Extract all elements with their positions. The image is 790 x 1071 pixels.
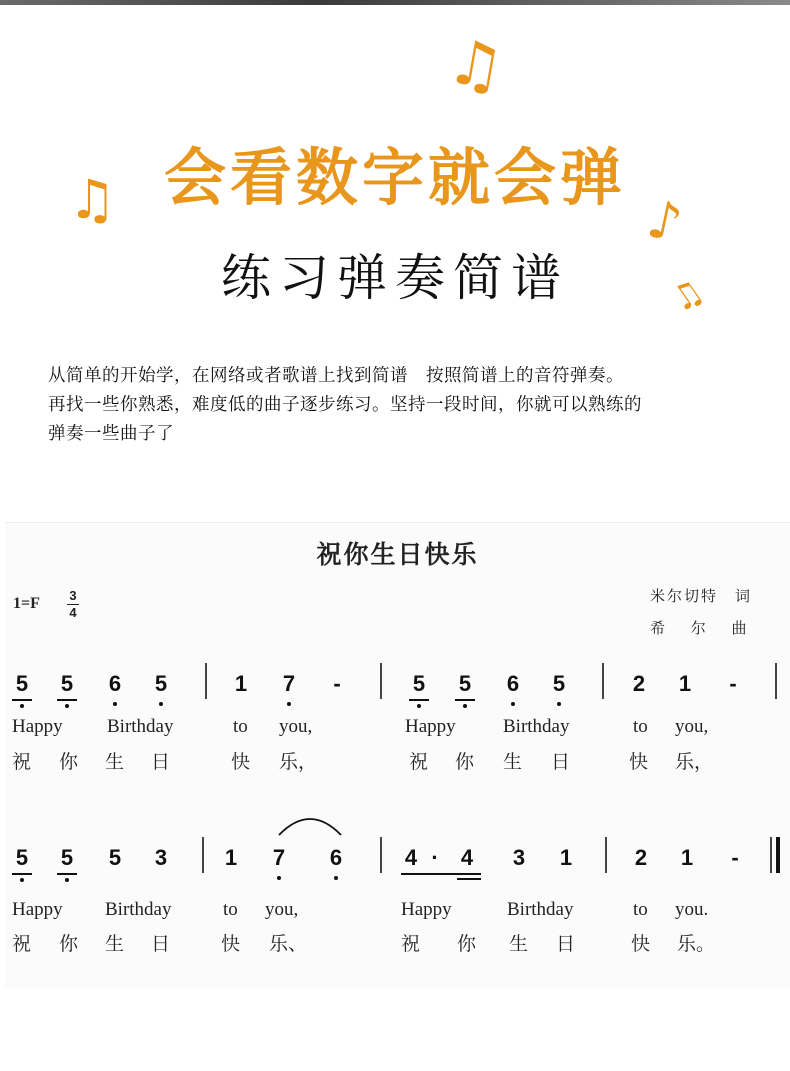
lyric-cn: 快 <box>631 933 651 955</box>
lyric-en: Happy <box>12 899 63 920</box>
lyric-en: Happy <box>405 716 456 737</box>
lyric-cn: 日 <box>551 751 571 773</box>
note: 4 <box>460 845 474 870</box>
lyric-cn: 日 <box>556 933 576 955</box>
lyric-cn: 你 <box>455 751 475 773</box>
slur-mark <box>277 809 343 839</box>
lyric-en: to <box>223 899 238 920</box>
lyric-cn: 日 <box>151 933 171 955</box>
note: 6 <box>506 671 520 696</box>
note: - <box>731 845 739 870</box>
time-top: 3 <box>69 588 77 603</box>
intro-line: 再找一些你熟悉，难度低的曲子逐步练习。坚持一段时间，你就可以熟练的 <box>48 395 642 415</box>
note: 5 <box>412 671 426 696</box>
barline <box>605 837 607 873</box>
lyric-en: to <box>633 716 648 737</box>
note: 7 <box>282 671 296 696</box>
barline <box>770 837 772 873</box>
lyric-cn: 快 <box>629 751 649 773</box>
lyric-en: Birthday <box>507 899 574 920</box>
barline <box>380 837 382 873</box>
note: - <box>333 671 341 696</box>
note: 1 <box>224 845 238 870</box>
lyric-cn: 祝 <box>401 933 421 955</box>
lyric-en: to <box>633 899 648 920</box>
beamed-notes-icon: ♫ <box>68 168 117 231</box>
time-signature <box>67 589 79 620</box>
lyric-cn: 快 <box>221 933 241 955</box>
lyric-en: you, <box>279 716 313 737</box>
note: 2 <box>634 845 648 870</box>
lyric-en: Birthday <box>105 899 172 920</box>
lyric-cn: 祝 <box>409 751 429 773</box>
lyric-en: Birthday <box>107 716 174 737</box>
lyric-cn: 你 <box>59 933 79 955</box>
note: 7 <box>272 845 286 870</box>
key-signature: 1=F <box>13 595 40 612</box>
lyric-cn: 乐， <box>675 751 714 773</box>
barline <box>202 837 204 873</box>
lyric-en: Happy <box>12 716 63 737</box>
note: 1 <box>234 671 248 696</box>
barline <box>602 663 604 699</box>
final-barline <box>776 837 780 873</box>
note: 6 <box>108 671 122 696</box>
note: 5 <box>15 671 29 696</box>
lyric-en: Birthday <box>503 716 570 737</box>
note: - <box>729 671 737 696</box>
note: 5 <box>60 671 74 696</box>
intro-line: 弹奏一些曲子了 <box>48 424 174 444</box>
barline <box>775 663 777 699</box>
sheet-music <box>5 522 790 988</box>
note: 5 <box>108 845 122 870</box>
eighth-note-icon: ♪ <box>642 189 688 255</box>
note: 5 <box>458 671 472 696</box>
note: 1 <box>559 845 573 870</box>
lyricist-credit: 米尔切特 词 <box>650 587 753 605</box>
subheadline: 练习弹奏简谱 <box>221 249 569 307</box>
note: 6 <box>329 845 343 870</box>
lyric-cn: 你 <box>59 751 79 773</box>
beamed-notes-icon: ♫ <box>663 270 712 322</box>
intro-line: 从简单的开始学，在网络或者歌谱上找到简谱 按照简谱上的音符弹奏。 <box>48 366 624 386</box>
lyric-en: you, <box>265 899 299 920</box>
note: 2 <box>632 671 646 696</box>
beamed-notes-icon: ♫ <box>442 23 510 106</box>
lyric-cn: 快 <box>231 751 251 773</box>
lyric-en: Happy <box>401 899 452 920</box>
barline <box>205 663 207 699</box>
lyric-cn: 乐， <box>279 751 318 773</box>
note: 4 <box>404 845 418 870</box>
note: 5 <box>15 845 29 870</box>
intro-paragraph <box>48 362 768 449</box>
time-bottom: 4 <box>69 605 77 620</box>
lyric-cn: 祝 <box>12 751 32 773</box>
note: 1 <box>680 845 694 870</box>
lyric-cn: 乐。 <box>677 933 716 955</box>
note: 5 <box>154 671 168 696</box>
note: 5 <box>552 671 566 696</box>
note: 3 <box>154 845 168 870</box>
headline: 会看数字就会弹 <box>163 141 626 214</box>
lyric-cn: 祝 <box>12 933 32 955</box>
lyric-cn: 生 <box>509 933 529 955</box>
lyric-cn: 生 <box>105 933 125 955</box>
lyric-cn: 乐、 <box>269 933 308 955</box>
composer-credit: 希 尔 曲 <box>650 619 749 637</box>
top-image-strip <box>0 0 790 5</box>
note: 3 <box>512 845 526 870</box>
lyric-cn: 日 <box>151 751 171 773</box>
barline <box>380 663 382 699</box>
lyric-en: you, <box>675 716 709 737</box>
note: · <box>431 845 439 870</box>
note: 1 <box>678 671 692 696</box>
lyric-cn: 生 <box>503 751 523 773</box>
lyric-en: you. <box>675 899 709 920</box>
lyric-cn: 生 <box>105 751 125 773</box>
note: 5 <box>60 845 74 870</box>
lyric-en: to <box>233 716 248 737</box>
lyric-cn: 你 <box>457 933 477 955</box>
song-title: 祝你生日快乐 <box>316 540 479 569</box>
